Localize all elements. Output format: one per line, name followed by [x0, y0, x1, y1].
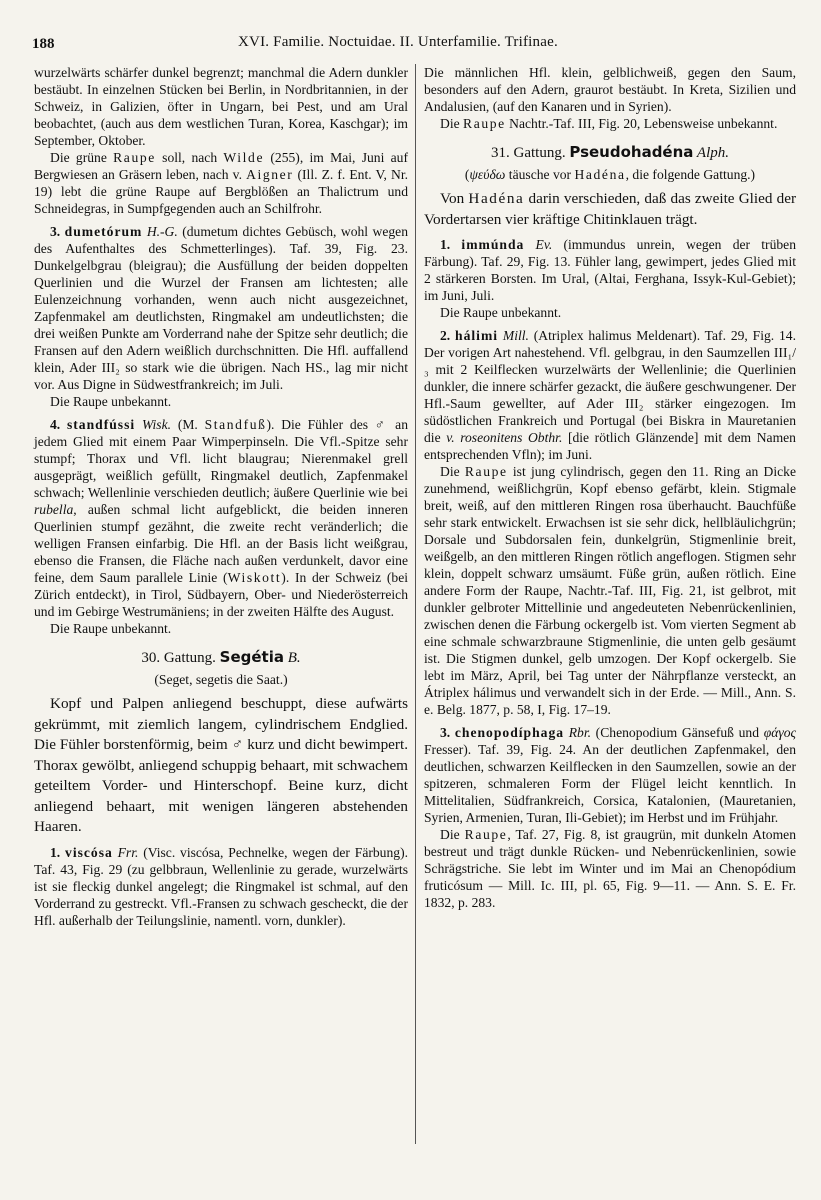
species-name: dumetórum: [64, 224, 143, 239]
paragraph: Die männlichen Hfl. klein, gelblichweiß, gegen den Saum, besonders auf den Adern, graurot bestäubt. In Kreta, Sizilien und Andalusien, (auf den Kanaren und in Syrien).: [424, 65, 796, 114]
species-entry-viscosa: 1. viscósa Frr. (Visc. viscósa, Pechnelke, wegen der Färbung). Taf. 43, Fig. 29 (zu gelbbraun, Wellenlinie zu gerade, wurzelwärts ist sie fleckig dunkel angelegt; die Ringmakel ist schmal, auf den Vorderrand zu gestreckt. Vfl.-Fransen zu schwach gescheckt, die der Hfl. außerhalb der Teilungslinie, namentl. vorn, dunkler).: [34, 844, 409, 928]
genus-heading-pseudohadena: 31. Gattung. Pseudohadéna Alph.: [491, 143, 729, 161]
raupe-note: Die Raupe unbekannt.: [440, 305, 562, 320]
raupe-description: Die Raupe, Taf. 27, Fig. 8, ist graugrün, mit dunkeln Atomen bestreut und trägt dunkle Rücken- und Nebenrückenlinien, sowie Schrägstriche. Sie lebt im Winter und im Mai an Chenopódium fruticósum — Mill. Ic. III, pl. 65, Fig. 9—11. — Ann. S. E. Fr. 1832, p. 283.: [424, 827, 796, 910]
genus-description: Von Hadéna darin verschieden, daß das zweite Glied der Vordertarsen vier kräftige Chitinklauen trägt.: [424, 190, 797, 228]
species-name: standfússi: [66, 417, 136, 432]
raupe-note: Die Raupe unbekannt.: [50, 394, 172, 409]
running-title: XVI. Familie. Noctuidae. II. Unterfamilie. Trifinae.: [238, 34, 558, 50]
paragraph: wurzelwärts schärfer dunkel begrenzt; manchmal die Adern dunkler bestäubt. In einzelnen Stücken bei Berlin, in Nordbritannien, in der Schweiz, in Galizien, öfter in Ungarn, bei Pest, und am Ural beobachtet, (auch aus dem westlichen Turan, Korea, Kaschgar); im September, Oktober.: [34, 65, 408, 148]
right-column: [424, 64, 796, 911]
species-name: viscósa: [65, 844, 113, 860]
left-column: [34, 64, 408, 929]
species-entry-chenopodiphaga: 3. chenopodíphaga Rbr. (Chenopodium Gänsefuß und φάγος Fresser). Taf. 39, Fig. 24. An der deutlichen Zapfenmakel, den deutlichen, schwarzen Keilflecken in den Saumzellen, sowie an der spitzeren, schmaleren Form der Flügel leicht kenntlich. In Mittelitalien, Südfrankreich, Corsica, Katalonien, (Mauretanien, Syrien, Armenien, Turan, Ili-Gebiet); im Herbst und im Frühjahr.: [424, 725, 797, 825]
page-number: 188: [32, 36, 55, 52]
species-entry-halimi: 2. hálimi Mill. (Atriplex halimus Meldenart). Taf. 29, Fig. 14. Der vorigen Art nahestehend. Vfl. gelbgrau, in den Saumzellen III₁/₃ mit 2 Keilflecken wurzelwärts der Wellenlinie; die Querlinien dunkler, die innere schärfer gezackt, die äußere geschwungener. Der Hfl.-Saum gewellter, auf Ader III₂ stärker eingezogen. Im südöstlichen Frankreich und Portugal (bei Biskra in Mauretanien die v. roseonitens Obthr. [die rötlich Glänzende] mit dem Namen entsprechenden Vfln); im Juni.: [424, 328, 796, 462]
column-divider: [415, 64, 416, 1144]
species-entry-dumetorum: 3. dumetórum H.-G. (dumetum dichtes Gebüsch, wohl wegen des Aufenthaltes des Schmetterlinges). Taf. 39, Fig. 23. Dunkelgelbgrau (bleigrau); die Ausfüllung der beiden doppelten Querlinien und die Wurzel der Fransen am lichtesten; alle Eulenzeichnung vorhanden, wenn auch nicht ausgezeichnet, Zapfenmakel am deutlichsten, Ringmakel am undeutlichsten; die drei weißen Punkte am Vorderrand nahe der Spitze sehr deutlich; die Fransen auf den Adern weißlich durchschnitten. Die Hfl. auffallend klein, Ader III₂ so stark wie die übrigen. Nach HS., lag mir nicht vor. Aus Digne in Südwestfrankreich; im Juli.: [34, 224, 408, 392]
species-name: chenopodíphaga: [454, 725, 565, 740]
species-name: hálimi: [455, 328, 499, 343]
genus-description: Kopf und Palpen anliegend beschuppt, diese aufwärts gekrümmt, mit ziemlich langem, cylindrischem Endglied. Die Fühler borstenförmig, beim ♂ kurz und dicht bewimpert. Thorax gewölbt, anliegend schuppig behaart, mit schwachem geteiltem Vorder- und Hinterschopf. Beine kurz, dicht anliegend behaart, mit wenigen längeren abstehenden Haaren.: [34, 695, 408, 835]
running-header: [32, 30, 781, 54]
paragraph: Die Raupe Nachtr.-Taf. III, Fig. 20, Lebensweise unbekannt.: [440, 116, 778, 131]
paragraph: Die grüne Raupe soll, nach Wilde (255), im Mai, Juni auf Bergwiesen an Gräsern leben, nach v. Aigner (Ill. Z. f. Ent. V, Nr. 19) lebt die grüne Raupe auf Bergblößen an Thalictrum und Schneidegras, in Sumpfgegenden auch an Schilfrohr.: [34, 150, 408, 216]
species-entry-immunda: 1. immúnda Ev. (immundus unrein, wegen der trüben Färbung). Taf. 29, Fig. 13. Fühler lang, gewimpert, jedes Glied mit 2 stärkeren Borsten. Im Ural, (Altai, Ferghana, Issyk-Kul-Gebiet); im Juni, Juli.: [424, 237, 796, 303]
genus-etymology: (ψεύδω täusche vor Hadéna, die folgende Gattung.): [464, 167, 756, 182]
genus-heading-segetia: 30. Gattung. Segétia B.: [141, 648, 301, 666]
species-name: immúnda: [461, 237, 525, 252]
genus-etymology: (Seget, segetis die Saat.): [154, 672, 288, 687]
raupe-note: Die Raupe unbekannt.: [50, 621, 172, 636]
raupe-description: Die Raupe ist jung cylindrisch, gegen den 11. Ring an Dicke zunehmend, weißlichgrün, Kopf ebenso gefärbt, klein. Stigmale breit, weiß, auf den mittleren Ringen rosa überhaucht. Bauchfüße sehr stark entwickelt. Erwachsen ist sie sehr dick, hellbläulichgrün; Dorsale und Subdorsalen fein, dunkelgrün, Stigmenlinie breit, weißgelb, an den mittleren Ringen rötlich angeflogen. Stigmen sehr klein, doppelt schwarz umsäumt. Füße grün, außen rötlich. Eine andere Form der Raupe, Nachtr.-Taf. III, Fig. 21, ist gelbrot, mit dunkler gelbroter Mittellinie und angedeuteten Nebenrückenlinien, zwischen denen die Färbung ockergelb ist. Vom vierten Segment ab eine schmale schwarzbraune Stigmenlinie, die unten gelb gesäumt ist. Die Stigmen dunkel, gelb umzogen. Der Kopf ockergelb. Sie lebt im März, April, bei Tag unter der Nährpflanze versteckt, an Átriplex hálimus und verwandelt sich in der Erde. — Mill., Ann. S. e. Belg. 1877, p. 58, I, Fig. 17–19.: [424, 464, 796, 717]
species-entry-standfussi: 4. standfússi Wisk. (M. Standfuß). Die Fühler des ♂ an jedem Glied mit einem Paar Wimperpinseln. Die Vfl.-Spitze sehr stumpf; Thorax und Vfl. licht blaugrau; Nierenmakel grell ausgeprägt, weißlich gefüllt, Ringmakel deutlich, Zapfenmakel schwach; Wellenlinie verschieden deutlich; äußere Querlinie wie bei rubella, außen schmal licht aufgeblickt, die beiden inneren Querlinien stumpf gezähnt, die zweite recht veränderlich; die welligen Fransen einfarbig. Die Hfl. an der Basis licht weißgrau, ebenso die Fransen, die Fläche nach außen verdunkelt, davor eine feine, dem Saum parallele Linie (Wiskott). In der Schweiz (bei Zürich entdeckt), in Tirol, Südbayern, Ober- und Niederösterreich und im Gebirge Westrumäniens; in der zweiten Hälfte des August.: [34, 417, 409, 619]
